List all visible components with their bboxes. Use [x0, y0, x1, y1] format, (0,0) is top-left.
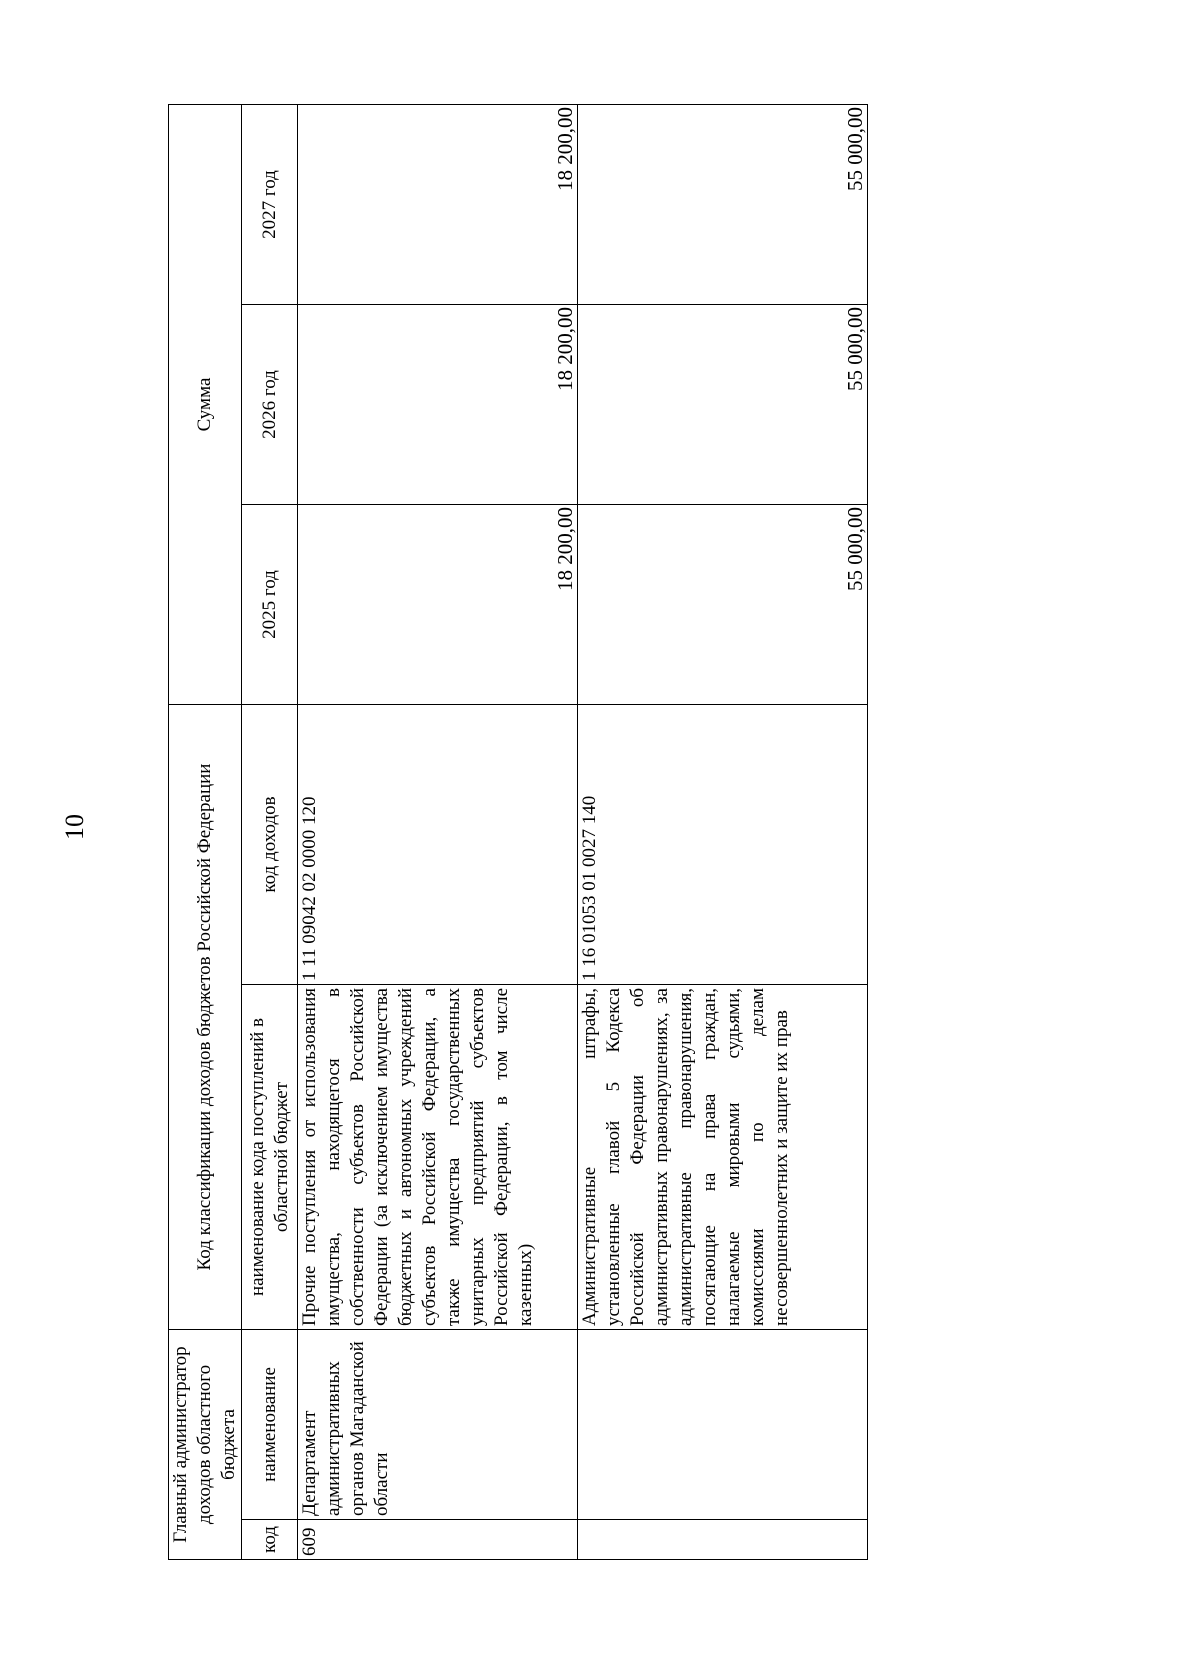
amount-2026-cell: 55 000,00 [578, 305, 868, 505]
amount-2025-cell: 55 000,00 [578, 505, 868, 705]
header-year-2026: 2026 год [242, 305, 298, 505]
admin-code-cell [578, 1520, 868, 1560]
header-year-2027: 2027 год [242, 104, 298, 304]
amount-2025-cell: 18 200,00 [298, 505, 578, 705]
income-classification-table [168, 104, 868, 1560]
admin-name-cell [578, 1330, 868, 1520]
amount-2026-cell: 18 200,00 [298, 305, 578, 505]
admin-code-cell: 609 [298, 1520, 578, 1560]
header-code: код [242, 1520, 298, 1560]
rotated-table-container [168, 105, 888, 1560]
table-row [578, 104, 868, 1559]
header-year-2025: 2025 год [242, 505, 298, 705]
income-name-cell: Административные штрафы, установленные главой 5 Кодекса Российской Федерации об административных правонарушениях, за административные правонарушения, посягающие на права граждан, налагаемые мировыми судьями, комиссиями по делам несовершеннолетних и защите их прав [578, 985, 868, 1330]
income-name-cell: Прочие поступления от использования имущества, находящегося в собственности субъектов Российской Федерации (за исключением имущества бюджетных и автономных учреждений субъектов Российской Федерации, а также имущества государственных унитарных предприятий субъектов Российской Федерации, в том числе казенных) [298, 985, 578, 1330]
header-sum-group: Сумма [169, 104, 242, 704]
income-code-cell: 1 11 09042 02 0000 120 [298, 705, 578, 985]
header-name: наименование [242, 1330, 298, 1520]
table-row [298, 104, 578, 1559]
page-number: 10 [60, 814, 89, 840]
amount-2027-cell: 18 200,00 [298, 104, 578, 304]
header-income-name: наименование кода поступлений в областной бюджет [242, 985, 298, 1330]
admin-name-cell: Департамент административных органов Магаданской области [298, 1330, 578, 1520]
amount-2027-cell: 55 000,00 [578, 104, 868, 304]
header-classification-group: Код классификации доходов бюджетов Российской Федерации [169, 705, 242, 1330]
header-income-code: код доходов [242, 705, 298, 985]
header-admin-group: Главный администратор доходов областного бюджета [169, 1330, 242, 1560]
income-code-cell: 1 16 01053 01 0027 140 [578, 705, 868, 985]
